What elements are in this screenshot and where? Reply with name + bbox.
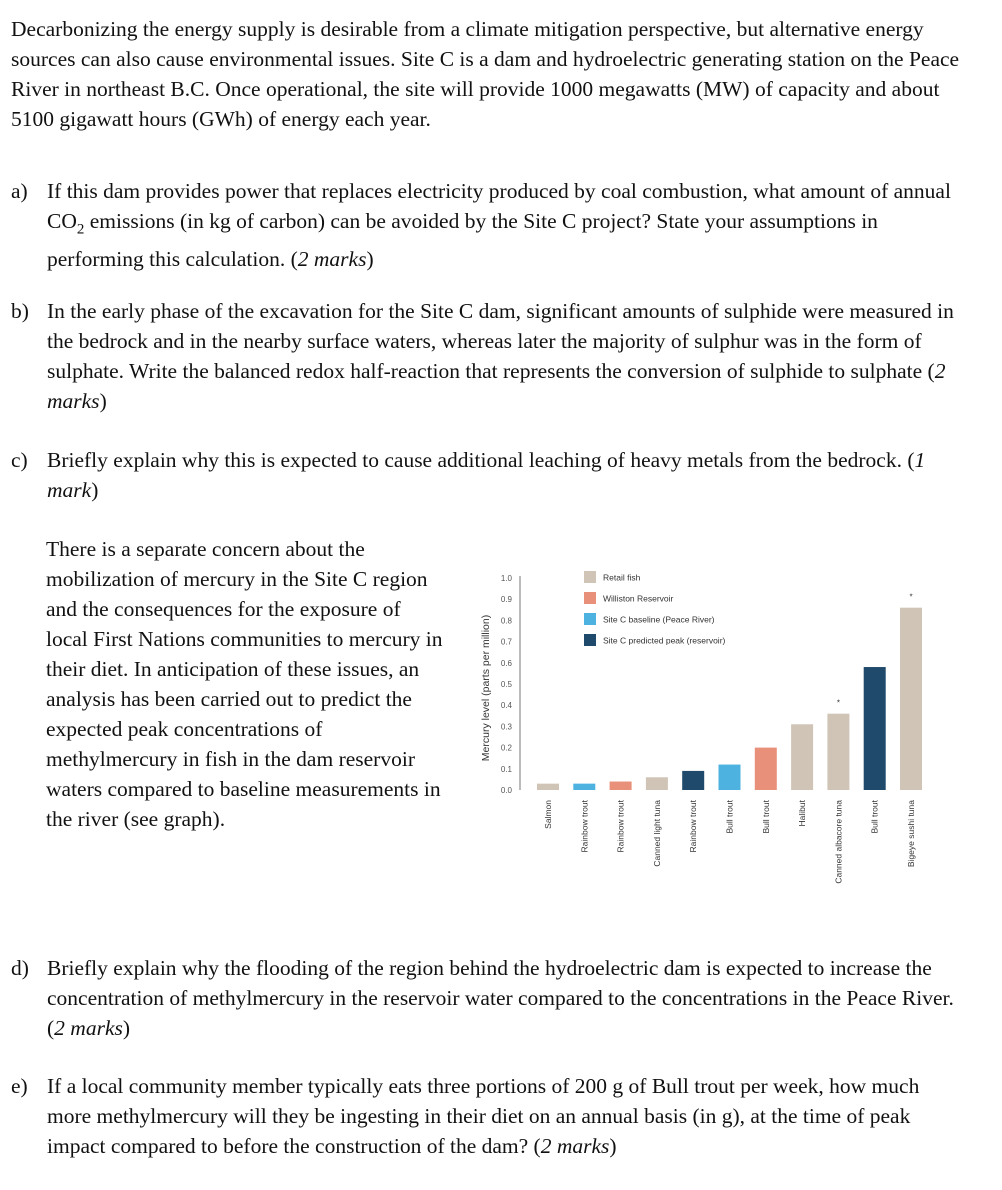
question-c-marks: 1 mark: [47, 448, 926, 502]
bar: [719, 765, 741, 790]
question-e-marks: 2 marks: [540, 1134, 610, 1158]
mercury-paragraph: There is a separate concern about the mobilization of mercury in the Site C region and the consequences for the exposure of local First Nations communities to mercury in their diet. In anticipation of these issues, an analysis has been carried out to predict the expected peak concentrations of methylmercury in fish in the dam reservoir waters compared to baseline measurements in the river (see graph).: [46, 537, 443, 831]
intro-paragraph: Decarbonizing the energy supply is desirable from a climate mitigation perspective, but alternative energy sources can also cause environmental issues. Site C is a dam and hydroelectric generating station on the Peace River in northeast B.C. Once operational, the site will provide 1000 megawatts (MW) of capacity and about 5100 gigawatt hours (GWh) of energy each year.: [11, 17, 960, 131]
legend-swatch: [584, 571, 596, 583]
x-tick-label: Salmon: [543, 800, 553, 829]
question-d-marks: 2 marks: [54, 1016, 123, 1040]
bar: [864, 667, 886, 790]
bar: [646, 777, 668, 790]
question-b-marks: 2 marks: [47, 359, 946, 413]
question-a-text: If this dam provides power that replaces electricity produced by coal combustion, what amount of annual $CO_2$ emissions (in kg of carbon) can be avoided by the Site C project? State your assumptions in performing this calculation. (2 marks): [47, 179, 951, 272]
bar: [573, 784, 595, 790]
y-tick-label: 0.8: [500, 616, 512, 626]
bar: [682, 771, 704, 790]
question-c-text: Briefly explain why this is expected to cause additional leaching of heavy metals from the bedrock. (1 mark): [47, 448, 926, 502]
question-d-label: d): [11, 956, 29, 980]
legend-swatch: [584, 634, 596, 646]
y-tick-label: 0.6: [500, 658, 512, 668]
x-tick-label: Rainbow trout: [615, 800, 626, 853]
bar: [827, 714, 849, 790]
x-tick-label: Canned light tuna: [651, 800, 662, 867]
question-e-text: If a local community member typically eats three portions of 200 g of Bull trout per week, how much more methylmercury will they be ingesting in their diet on an annual basis (in g), at the time of peak impact compared to before the construction of the dam? (2 marks): [47, 1074, 920, 1158]
x-tick-label: Rainbow trout: [579, 800, 590, 853]
legend-label: Williston Reservoir: [603, 593, 674, 604]
bar-asterisk: *: [909, 592, 913, 602]
y-tick-label: 0.3: [500, 722, 512, 732]
y-tick-label: 0.9: [500, 595, 512, 605]
x-tick-label: Bull trout: [869, 800, 880, 834]
bar: [900, 608, 922, 790]
x-tick-label: Bigeye sushi tuna: [906, 800, 916, 868]
y-tick-label: 0.7: [500, 637, 512, 647]
y-tick-label: 1.0: [500, 574, 512, 583]
x-tick-label: Halibut: [797, 800, 808, 827]
mercury-chart: [466, 536, 986, 916]
question-b-text: In the early phase of the excavation for the Site C dam, significant amounts of sulphide were measured in the bedrock and in the nearby surface waters, whereas later the majority of sulphur was in the form of sulphate. Write the balanced redox half-reaction that represents the conversion of sulphide to sulphate (2 marks): [47, 299, 954, 413]
y-tick-label: 0.2: [500, 743, 512, 753]
x-tick-label: Canned albacore tuna: [833, 800, 844, 884]
question-d-text: Briefly explain why the flooding of the region behind the hydroelectric dam is expected to increase the concentration of methylmercury in the reservoir water compared to the concentrations in the Peace River. (2 marks): [47, 956, 954, 1040]
question-b-label: b): [11, 299, 29, 323]
bar: [755, 748, 777, 790]
x-tick-label: Bull trout: [724, 800, 735, 834]
y-tick-label: 0.1: [500, 764, 512, 774]
bar: [610, 782, 632, 790]
bar: [537, 784, 559, 790]
question-a-marks: 2 marks: [297, 247, 367, 272]
y-tick-label: 0.0: [500, 786, 512, 795]
y-tick-label: 0.5: [500, 680, 512, 689]
legend-swatch: [584, 592, 596, 604]
y-axis-title: Mercury level (parts per million): [480, 614, 492, 762]
question-c-label: c): [11, 448, 28, 472]
bar: [791, 724, 813, 790]
legend-label: Site C baseline (Peace River): [603, 614, 715, 625]
legend-swatch: [584, 613, 596, 625]
bar-asterisk: *: [836, 698, 840, 708]
x-tick-label: Bull trout: [760, 800, 771, 834]
legend-label: Site C predicted peak (reservoir): [603, 635, 726, 646]
question-a-label: a): [11, 179, 28, 203]
x-tick-label: Rainbow trout: [688, 800, 699, 853]
y-tick-label: 0.4: [500, 701, 512, 711]
legend-label: Retail fish: [603, 572, 641, 583]
question-e-label: e): [11, 1074, 28, 1098]
